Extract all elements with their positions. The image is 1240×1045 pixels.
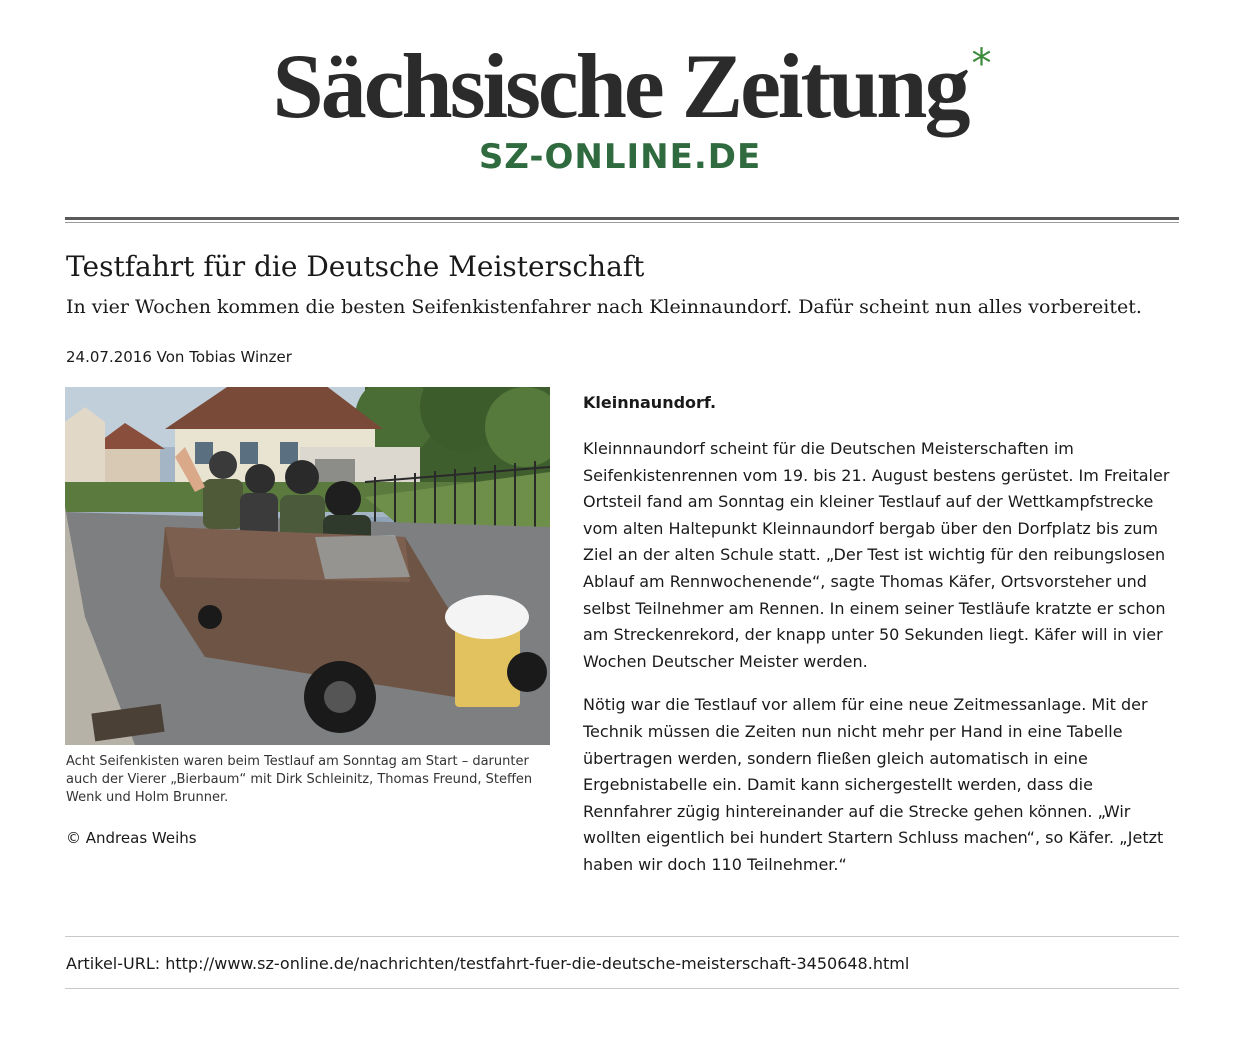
masthead-logo — [272, 35, 992, 137]
masthead-star: * — [971, 41, 992, 87]
header-divider-thin — [65, 222, 1179, 223]
photo-credit: © Andreas Weihs — [66, 829, 197, 847]
footer-divider-bottom — [65, 988, 1179, 989]
article-url[interactable]: Artikel-URL: http://www.sz-online.de/nachrichten/testfahrt-fuer-die-deutsche-meisterschaft-3450648.html — [66, 954, 910, 973]
masthead-title: Sächsische Zeitung — [272, 35, 968, 137]
article-byline: 24.07.2016 Von Tobias Winzer — [66, 348, 292, 366]
article-photo — [65, 387, 550, 745]
masthead — [0, 35, 1240, 177]
article-paragraph: Kleinnnaundorf scheint für die Deutschen Meisterschaften im Seifenkistenrennen vom 19. bis 21. August bestens gerüstet. Im Freitaler Ortsteil fand am Sonntag ein kleiner Testlauf auf der Wettkampfstrecke vom alten Haltepunkt Kleinnaundorf bergab über den Dorfplatz bis zum Ziel an der alten Schule statt. „Der Test ist wichtig für den reibungslosen Ablauf am Rennwochenende“, sagte Thomas Käfer, Ortsvorsteher und selbst Teilnehmer am Rennen. In einem seiner Testläufe kratzte er schon am Streckenrekord, der knapp unter 50 Sekunden liegt. Käfer will in vier Wochen Deutscher Meister werden. — [583, 439, 1170, 671]
article-paragraph: Nötig war die Testlauf vor allem für eine neue Zeitmessanlage. Mit der Technik müssen die Zeiten nun nicht mehr per Hand in eine Tabelle übertragen werden, sondern fließen gleich automatisch in eine Ergebnistabelle ein. Damit kann sichergestellt werden, dass die Rennfahrer zügig hintereinander auf die Strecke gehen können. „Wir wollten eigentlich bei hundert Startern Schluss machen“, so Käfer. „Jetzt haben wir doch 110 Teilnehmer.“ — [583, 695, 1164, 874]
photo-caption: Acht Seifenkisten waren beim Testlauf am Sonntag am Start – darunter auch der Vierer „Bierbaum“ mit Dirk Schleinitz, Thomas Freund, Steffen Wenk und Holm Brunner. — [66, 754, 533, 805]
masthead-subtitle: SZ-ONLINE.DE — [478, 137, 762, 177]
article-headline: Testfahrt für die Deutsche Meisterschaft — [66, 250, 645, 283]
header-divider — [65, 217, 1179, 220]
article-dateline: Kleinnaundorf. — [583, 393, 717, 412]
footer-divider-top — [65, 936, 1179, 937]
article-teaser: In vier Wochen kommen die besten Seifenkistenfahrer nach Kleinnaundorf. Dafür scheint nun alles vorbereitet. — [66, 296, 1142, 318]
soapbox-car-photo — [65, 387, 550, 745]
article-body — [583, 392, 1173, 896]
